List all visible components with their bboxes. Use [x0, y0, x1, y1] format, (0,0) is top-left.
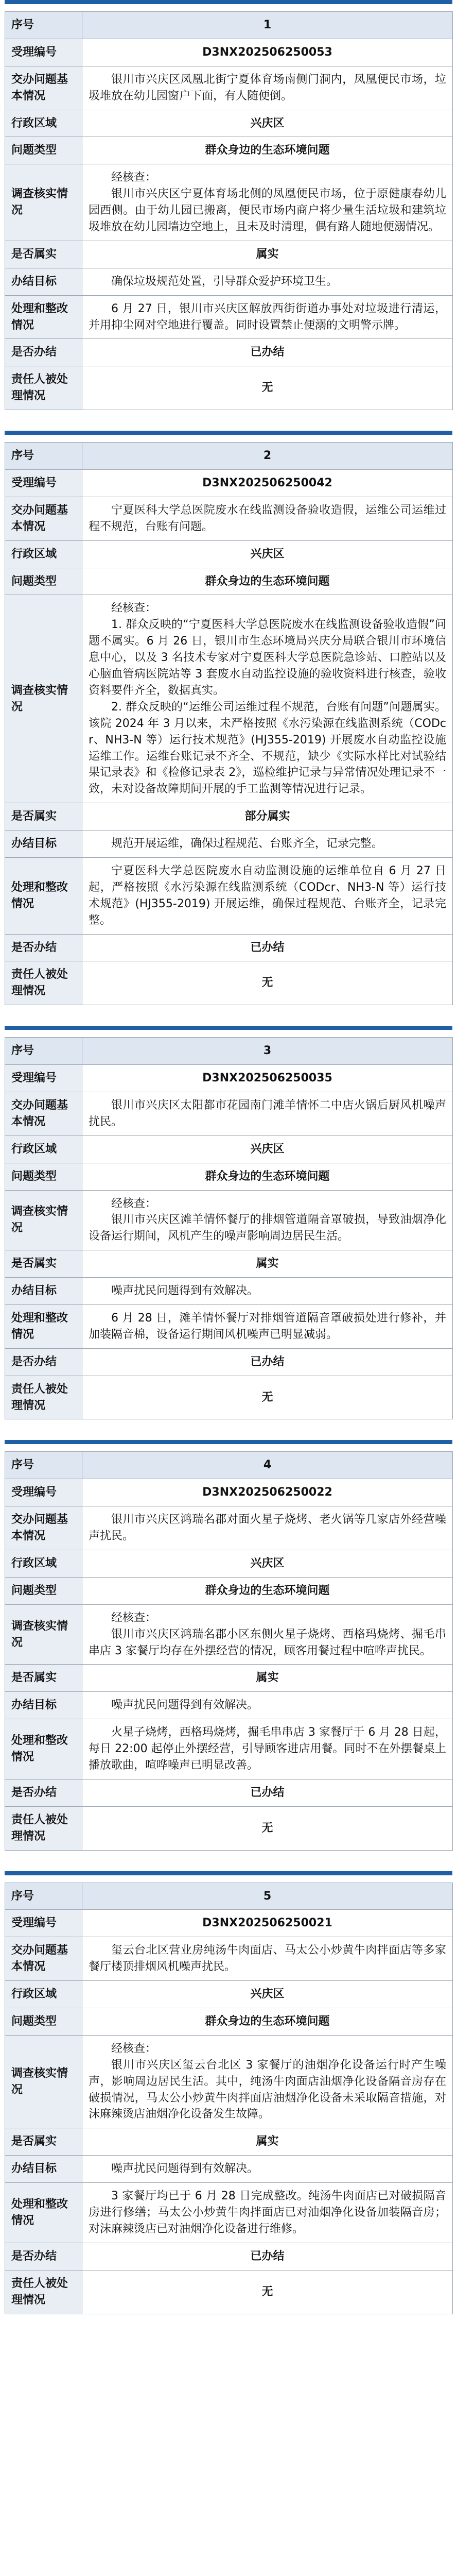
- investigation-text: [82, 2035, 453, 2128]
- row-label: 受理编号: [5, 1479, 82, 1506]
- case-row-accountability: [5, 366, 453, 410]
- case-row-district: [5, 540, 453, 568]
- value-category: 群众身边的生态环境问题: [82, 2008, 453, 2036]
- value-issue: [82, 66, 453, 110]
- row-label: 问题类型: [5, 137, 82, 164]
- case-row-category: [5, 137, 453, 164]
- case-row-serial: [5, 443, 453, 470]
- value-handling: [82, 2183, 453, 2243]
- value-accountability: 无: [82, 366, 453, 410]
- value-text: 6 月 28 日，滩羊情怀餐厅对排烟管道隔音罩破损处进行修补，并加装隔音棉，设备运行期间风机噪声已明显减弱。: [89, 1311, 446, 1341]
- case-row-investigation: [5, 1190, 453, 1250]
- row-label: 行政区域: [5, 1136, 82, 1163]
- value-text: 玺云台北区营业房纯汤牛肉面店、马太公小炒黄牛肉拌面店等多家餐厅楼顶排烟风机噪声扰民。: [89, 1944, 446, 1974]
- row-label: 是否办结: [5, 339, 82, 366]
- investigation-paragraph: 经核查：: [111, 602, 157, 615]
- case-row-acceptance-no: [5, 1910, 453, 1937]
- case-row-goal: [5, 1278, 453, 1305]
- case-spacer: [0, 1419, 457, 1440]
- value-goal: [82, 1692, 453, 1719]
- investigation-paragraph: 银川市兴庆区宁夏体育场北侧的凤凰便民市场，位于原健康春幼儿园西侧。由于幼儿园已搬离，便民市场内商户将少量生活垃圾和建筑垃圾堆放在幼儿园墙边空地上，且未及时清理，偶有路人随地便溺情况。: [89, 188, 446, 234]
- case-card: [5, 1026, 452, 1419]
- value-text: 6 月 27 日，银川市兴庆区解放西街街道办事处对垃圾进行清运，并用抑尘网对空地进行覆盖。同时设置禁止便溺的文明警示牌。: [89, 302, 446, 332]
- case-table: [5, 1037, 453, 1419]
- value-accountability: 无: [82, 2270, 453, 2314]
- row-label: 是否办结: [5, 1779, 82, 1806]
- row-label: 问题类型: [5, 1577, 82, 1604]
- case-row-issue: [5, 66, 453, 110]
- investigation-text: [82, 1190, 453, 1250]
- case-row-is-done: [5, 934, 453, 961]
- case-row-issue: [5, 1506, 453, 1550]
- row-label: 处理和整改情况: [5, 1304, 82, 1348]
- value-category: 群众身边的生态环境问题: [82, 568, 453, 595]
- value-acceptance-no: D3NX202506250042: [82, 470, 453, 497]
- value-handling: [82, 295, 453, 339]
- row-label: 处理和整改情况: [5, 1719, 82, 1780]
- value-text: 火星子烧烤，西格玛烧烤，掘毛串串店 3 家餐厅于 6 月 28 日起，每日 22:00 起停止外摆经营，引导顾客进店用餐。同时不在外摆餐桌上播放歌曲，喧哗噪声已明显改善。: [89, 1726, 446, 1772]
- row-label: 处理和整改情况: [5, 295, 82, 339]
- row-label: 是否属实: [5, 1665, 82, 1692]
- value-district: 兴庆区: [82, 1550, 453, 1578]
- case-row-is-done: [5, 1779, 453, 1806]
- case-row-handling: [5, 1304, 453, 1348]
- value-handling: [82, 1719, 453, 1780]
- case-row-goal: [5, 2156, 453, 2183]
- row-label: 受理编号: [5, 470, 82, 497]
- row-label: 责任人被处理情况: [5, 366, 82, 410]
- case-row-is-true: [5, 1665, 453, 1692]
- case-table: [5, 11, 453, 410]
- value-text: 规范开展运维，确保过程规范、台账齐全，记录完整。: [111, 837, 383, 851]
- case-row-is-done: [5, 1348, 453, 1376]
- value-text: 确保垃圾规范处置，引导群众爱护环境卫生。: [111, 275, 338, 288]
- case-row-handling: [5, 295, 453, 339]
- row-label: 交办问题基本情况: [5, 66, 82, 110]
- investigation-paragraph: 1. 群众反映的“宁夏医科大学总医院废水在线监测设备验收造假”问题不属实。6 月 26 日，银川市生态环境局兴庆分局联合银川市环境信息中心，以及 3 名技术专家对宁夏医科大学总医院急诊站、口腔站以及心脑血管病医院站等 3 套废水自动监控设施的验收资料进行核查，验收资料要件齐全，数据真实。: [89, 618, 446, 697]
- value-is-true: 属实: [82, 1250, 453, 1278]
- row-label: 行政区域: [5, 540, 82, 568]
- row-label: 交办问题基本情况: [5, 1937, 82, 1981]
- case-row-issue: [5, 497, 453, 540]
- case-top-rule: [5, 1026, 452, 1037]
- row-label: 责任人被处理情况: [5, 1806, 82, 1850]
- row-label: 交办问题基本情况: [5, 1092, 82, 1136]
- value-is-true: 属实: [82, 1665, 453, 1692]
- case-row-acceptance-no: [5, 470, 453, 497]
- case-spacer: [0, 410, 457, 431]
- row-label: 责任人被处理情况: [5, 1376, 82, 1419]
- case-top-rule: [5, 1871, 452, 1883]
- case-row-accountability: [5, 1376, 453, 1419]
- case-row-investigation: [5, 164, 453, 241]
- row-label: 交办问题基本情况: [5, 1506, 82, 1550]
- value-district: 兴庆区: [82, 110, 453, 137]
- row-label: 行政区域: [5, 110, 82, 137]
- value-serial: 2: [82, 443, 453, 470]
- case-row-category: [5, 1577, 453, 1604]
- case-table: [5, 1883, 453, 2314]
- investigation-text: [82, 164, 453, 241]
- row-label: 受理编号: [5, 1910, 82, 1937]
- investigation-paragraph: 经核查：: [111, 1197, 157, 1210]
- investigation-paragraph: 经核查：: [111, 171, 157, 184]
- case-row-investigation: [5, 2035, 453, 2128]
- case-row-handling: [5, 1719, 453, 1780]
- value-text: 3 家餐厅均已于 6 月 28 日完成整改。纯汤牛肉面店已对破损隔音房进行修缮；马太公小炒黄牛肉拌面店已对油烟净化设备加装隔音房；对沫麻辣烫店已对油烟净化设备进行维修。: [89, 2190, 446, 2235]
- row-label: 办结目标: [5, 1278, 82, 1305]
- value-accountability: 无: [82, 961, 453, 1005]
- value-text: 宁夏医科大学总医院废水自动监测设施的运维单位自 6 月 27 日起，严格按照《水污染源在线监测系统（CODcr、NH3-N 等）运行技术规范》(HJ355-2019) 开展运维，确保过程规范、台账齐全，记录完整。: [89, 864, 446, 927]
- case-row-goal: [5, 268, 453, 295]
- value-is-done: 已办结: [82, 1779, 453, 1806]
- value-is-true: 属实: [82, 2128, 453, 2156]
- case-row-investigation: [5, 595, 453, 803]
- case-row-category: [5, 2008, 453, 2036]
- case-row-goal: [5, 831, 453, 858]
- row-label: 处理和整改情况: [5, 2183, 82, 2243]
- value-issue: [82, 1937, 453, 1981]
- value-goal: [82, 1278, 453, 1305]
- case-spacer: [0, 1005, 457, 1026]
- row-label: 是否办结: [5, 2243, 82, 2270]
- value-acceptance-no: D3NX202506250021: [82, 1910, 453, 1937]
- value-serial: 1: [82, 12, 453, 39]
- case-row-district: [5, 1550, 453, 1578]
- value-category: 群众身边的生态环境问题: [82, 1577, 453, 1604]
- row-label: 序号: [5, 12, 82, 39]
- case-row-issue: [5, 1092, 453, 1136]
- value-accountability: 无: [82, 1806, 453, 1850]
- row-label: 是否属实: [5, 803, 82, 831]
- row-label: 办结目标: [5, 268, 82, 295]
- case-card: [5, 0, 452, 410]
- value-is-done: 已办结: [82, 1348, 453, 1376]
- row-label: 办结目标: [5, 2156, 82, 2183]
- case-row-district: [5, 110, 453, 137]
- case-top-rule: [5, 0, 452, 11]
- value-text: 噪声扰民问题得到有效解决。: [111, 2162, 259, 2176]
- row-label: 序号: [5, 1883, 82, 1910]
- value-is-done: 已办结: [82, 2243, 453, 2270]
- row-label: 序号: [5, 1452, 82, 1479]
- row-label: 是否属实: [5, 241, 82, 268]
- row-label: 序号: [5, 443, 82, 470]
- value-category: 群众身边的生态环境问题: [82, 1163, 453, 1190]
- value-is-true: 部分属实: [82, 803, 453, 831]
- value-text: 银川市兴庆区鸿瑞名郡对面火星子烧烤、老火锅等几家店外经营噪声扰民。: [89, 1513, 446, 1543]
- row-label: 是否属实: [5, 1250, 82, 1278]
- value-text: 银川市兴庆区太阳都市花园南门滩羊情怀二中店火锅后厨风机噪声扰民。: [89, 1098, 446, 1128]
- row-label: 受理编号: [5, 39, 82, 66]
- case-row-district: [5, 1136, 453, 1163]
- case-row-acceptance-no: [5, 39, 453, 66]
- case-spacer: [0, 1851, 457, 1871]
- case-row-serial: [5, 1883, 453, 1910]
- investigation-text: [82, 1604, 453, 1665]
- case-row-is-done: [5, 2243, 453, 2270]
- case-row-accountability: [5, 1806, 453, 1850]
- case-table: [5, 1451, 453, 1850]
- row-label: 问题类型: [5, 568, 82, 595]
- row-label: 调查核实情况: [5, 1190, 82, 1250]
- case-row-district: [5, 1981, 453, 2008]
- case-row-is-true: [5, 803, 453, 831]
- value-is-true: 属实: [82, 241, 453, 268]
- row-label: 是否办结: [5, 1348, 82, 1376]
- row-label: 交办问题基本情况: [5, 497, 82, 540]
- value-serial: 3: [82, 1038, 453, 1065]
- case-row-accountability: [5, 2270, 453, 2314]
- value-is-done: 已办结: [82, 339, 453, 366]
- case-row-handling: [5, 857, 453, 934]
- investigation-paragraph: 经核查：: [111, 1611, 157, 1624]
- case-top-rule: [5, 431, 452, 442]
- value-handling: [82, 857, 453, 934]
- case-row-is-done: [5, 339, 453, 366]
- row-label: 办结目标: [5, 1692, 82, 1719]
- investigation-paragraph: 经核查：: [111, 2042, 157, 2055]
- case-row-category: [5, 1163, 453, 1190]
- value-text: 噪声扰民问题得到有效解决。: [111, 1699, 259, 1712]
- value-issue: [82, 1092, 453, 1136]
- case-row-acceptance-no: [5, 1479, 453, 1506]
- investigation-paragraph: 银川市兴庆区滩羊情怀餐厅的排烟管道隔音罩破损，导致油烟净化设备运行期间，风机产生的噪声影响周边居民生活。: [89, 1213, 446, 1243]
- investigation-text: [82, 595, 453, 803]
- row-label: 问题类型: [5, 2008, 82, 2036]
- case-row-serial: [5, 1452, 453, 1479]
- value-text: 银川市兴庆区凤凰北街宁夏体育场南侧门洞内，凤凰便民市场，垃圾堆放在幼儿园窗户下面，有人随便倒。: [89, 73, 446, 103]
- row-label: 是否属实: [5, 2128, 82, 2156]
- case-row-goal: [5, 1692, 453, 1719]
- value-issue: [82, 1506, 453, 1550]
- case-row-handling: [5, 2183, 453, 2243]
- value-acceptance-no: D3NX202506250035: [82, 1065, 453, 1092]
- row-label: 调查核实情况: [5, 164, 82, 241]
- investigation-paragraph: 银川市兴庆区鸿瑞名郡小区东侧火星子烧烤、西格玛烧烤、掘毛串串店 3 家餐厅均存在外摆经营的情况，顾客用餐过程中喧哗声扰民。: [89, 1628, 446, 1657]
- row-label: 调查核实情况: [5, 595, 82, 803]
- case-row-issue: [5, 1937, 453, 1981]
- row-label: 调查核实情况: [5, 1604, 82, 1665]
- value-serial: 4: [82, 1452, 453, 1479]
- case-row-is-true: [5, 241, 453, 268]
- value-handling: [82, 1304, 453, 1348]
- row-label: 办结目标: [5, 831, 82, 858]
- value-acceptance-no: D3NX202506250053: [82, 39, 453, 66]
- case-card: [5, 1871, 452, 2314]
- value-goal: [82, 2156, 453, 2183]
- row-label: 受理编号: [5, 1065, 82, 1092]
- case-row-accountability: [5, 961, 453, 1005]
- row-label: 行政区域: [5, 1550, 82, 1578]
- value-issue: [82, 497, 453, 540]
- value-is-done: 已办结: [82, 934, 453, 961]
- value-text: 宁夏医科大学总医院废水在线监测设备验收造假，运维公司运维过程不规范，台账有问题。: [89, 503, 446, 533]
- case-row-is-true: [5, 2128, 453, 2156]
- value-district: 兴庆区: [82, 540, 453, 568]
- case-row-category: [5, 568, 453, 595]
- case-row-acceptance-no: [5, 1065, 453, 1092]
- value-category: 群众身边的生态环境问题: [82, 137, 453, 164]
- row-label: 是否办结: [5, 934, 82, 961]
- value-acceptance-no: D3NX202506250022: [82, 1479, 453, 1506]
- value-serial: 5: [82, 1883, 453, 1910]
- case-top-rule: [5, 1440, 452, 1451]
- value-district: 兴庆区: [82, 1981, 453, 2008]
- value-text: 噪声扰民问题得到有效解决。: [111, 1284, 259, 1298]
- case-row-serial: [5, 1038, 453, 1065]
- row-label: 行政区域: [5, 1981, 82, 2008]
- case-table: [5, 442, 453, 1005]
- case-card: [5, 431, 452, 1005]
- value-goal: [82, 268, 453, 295]
- investigation-paragraph: 2. 群众反映的“运维公司运维过程不规范，台账有问题”问题属实。该院 2024 年 3 月以来，未严格按照《水污染源在线监测系统（CODcr、NH3-N 等）运行技术规范》(HJ355-2019) 开展废水自动监控设施运维工作。运维台账记录不齐全、不规范，缺少《实际水样比对试验结果记录表》和《检修记录表 2》，巡检维护记录与异常情况处理记录不一致，未对设备故障期间开展的手工监测等情况进行记录。: [89, 700, 446, 796]
- row-label: 处理和整改情况: [5, 857, 82, 934]
- investigation-paragraph: 银川市兴庆区玺云台北区 3 家餐厅的油烟净化设备运行时产生噪声，影响周边居民生活。其中，纯汤牛肉面店油烟净化设备隔音房存在破损情况，马太公小炒黄牛肉拌面店油烟净化设备未采取隔音措施，对沫麻辣烫店油烟净化设备发生故障。: [89, 2058, 446, 2121]
- case-card: [5, 1440, 452, 1850]
- row-label: 序号: [5, 1038, 82, 1065]
- row-label: 调查核实情况: [5, 2035, 82, 2128]
- value-accountability: 无: [82, 1376, 453, 1419]
- case-row-investigation: [5, 1604, 453, 1665]
- value-goal: [82, 831, 453, 858]
- case-row-is-true: [5, 1250, 453, 1278]
- value-district: 兴庆区: [82, 1136, 453, 1163]
- case-row-serial: [5, 12, 453, 39]
- row-label: 问题类型: [5, 1163, 82, 1190]
- row-label: 责任人被处理情况: [5, 961, 82, 1005]
- row-label: 责任人被处理情况: [5, 2270, 82, 2314]
